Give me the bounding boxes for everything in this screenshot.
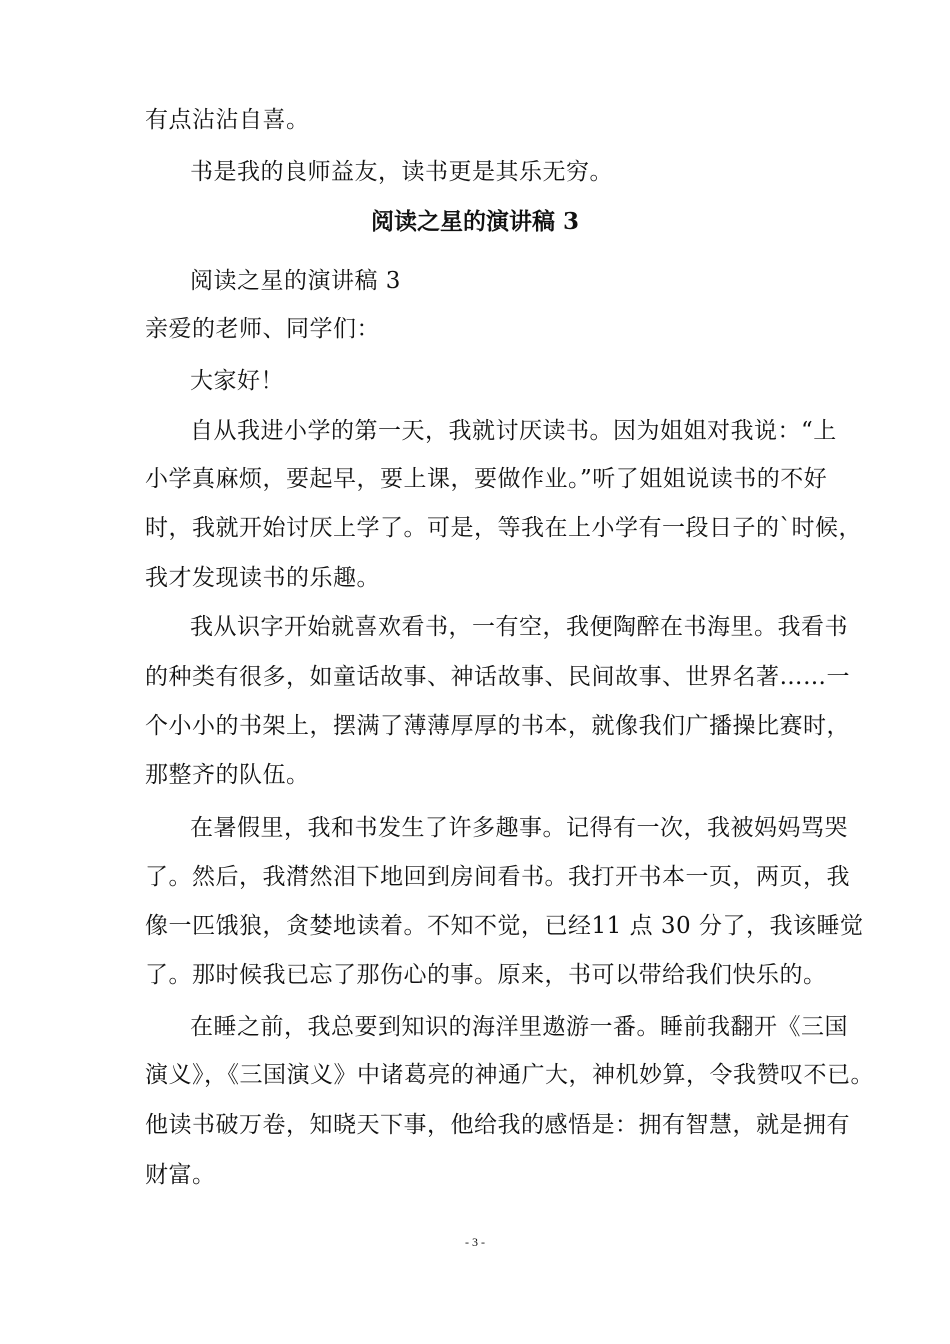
paragraph-line: 他读书破万卷，知晓天下事，他给我的感悟是：拥有智慧，就是拥有 (145, 1112, 850, 1138)
paragraph-line: 了。那时候我已忘了那伤心的事。原来，书可以带给我们快乐的。 (145, 962, 827, 988)
paragraph-line: 像一匹饿狼，贪婪地读着。不知不觉，已经11 点 30 分了，我该睡觉 (145, 913, 864, 939)
paragraph-line: 在睡之前，我总要到知识的海洋里遨游一番。睡前我翻开《三国 (190, 1014, 848, 1040)
paragraph-line: 有点沾沾自喜。 (145, 107, 310, 133)
paragraph-line: 财富。 (145, 1162, 216, 1188)
page-number: - 3 - (465, 1235, 485, 1249)
salutation-line: 亲爱的老师、同学们： (145, 316, 380, 342)
paragraph-line: 自从我进小学的第一天，我就讨厌读书。因为姐姐对我说：“上 (190, 418, 837, 444)
paragraph-line: 书是我的良师益友，读书更是其乐无穷。 (190, 159, 613, 185)
paragraph-line: 阅读之星的演讲稿 3 (190, 268, 401, 294)
paragraph-line: 时，我就开始讨厌上学了。可是，等我在上小学有一段日子的`时候， (145, 515, 862, 541)
paragraph-line: 的种类有很多，如童话故事、神话故事、民间故事、世界名著……一 (145, 664, 850, 690)
paragraph-line: 小学真麻烦，要起早，要上课，要做作业。”听了姐姐说读书的不好 (145, 466, 828, 492)
paragraph-line: 了。然后，我潸然泪下地回到房间看书。我打开书本一页，两页，我 (145, 864, 850, 890)
paragraph-line: 演义》，《三国演义》中诸葛亮的神通广大，神机妙算，令我赞叹不已。 (145, 1062, 874, 1088)
section-heading: 阅读之星的演讲稿 3 (370, 208, 579, 235)
paragraph-line: 我从识字开始就喜欢看书，一有空，我便陶醉在书海里。我看书 (190, 614, 848, 640)
paragraph-line: 我才发现读书的乐趣。 (145, 565, 380, 591)
greeting-line: 大家好！ (190, 368, 284, 394)
paragraph-line: 那整齐的队伍。 (145, 762, 310, 788)
paragraph-line: 在暑假里，我和书发生了许多趣事。记得有一次，我被妈妈骂哭 (190, 815, 848, 841)
paragraph-line: 个小小的书架上，摆满了薄薄厚厚的书本，就像我们广播操比赛时， (145, 713, 850, 739)
